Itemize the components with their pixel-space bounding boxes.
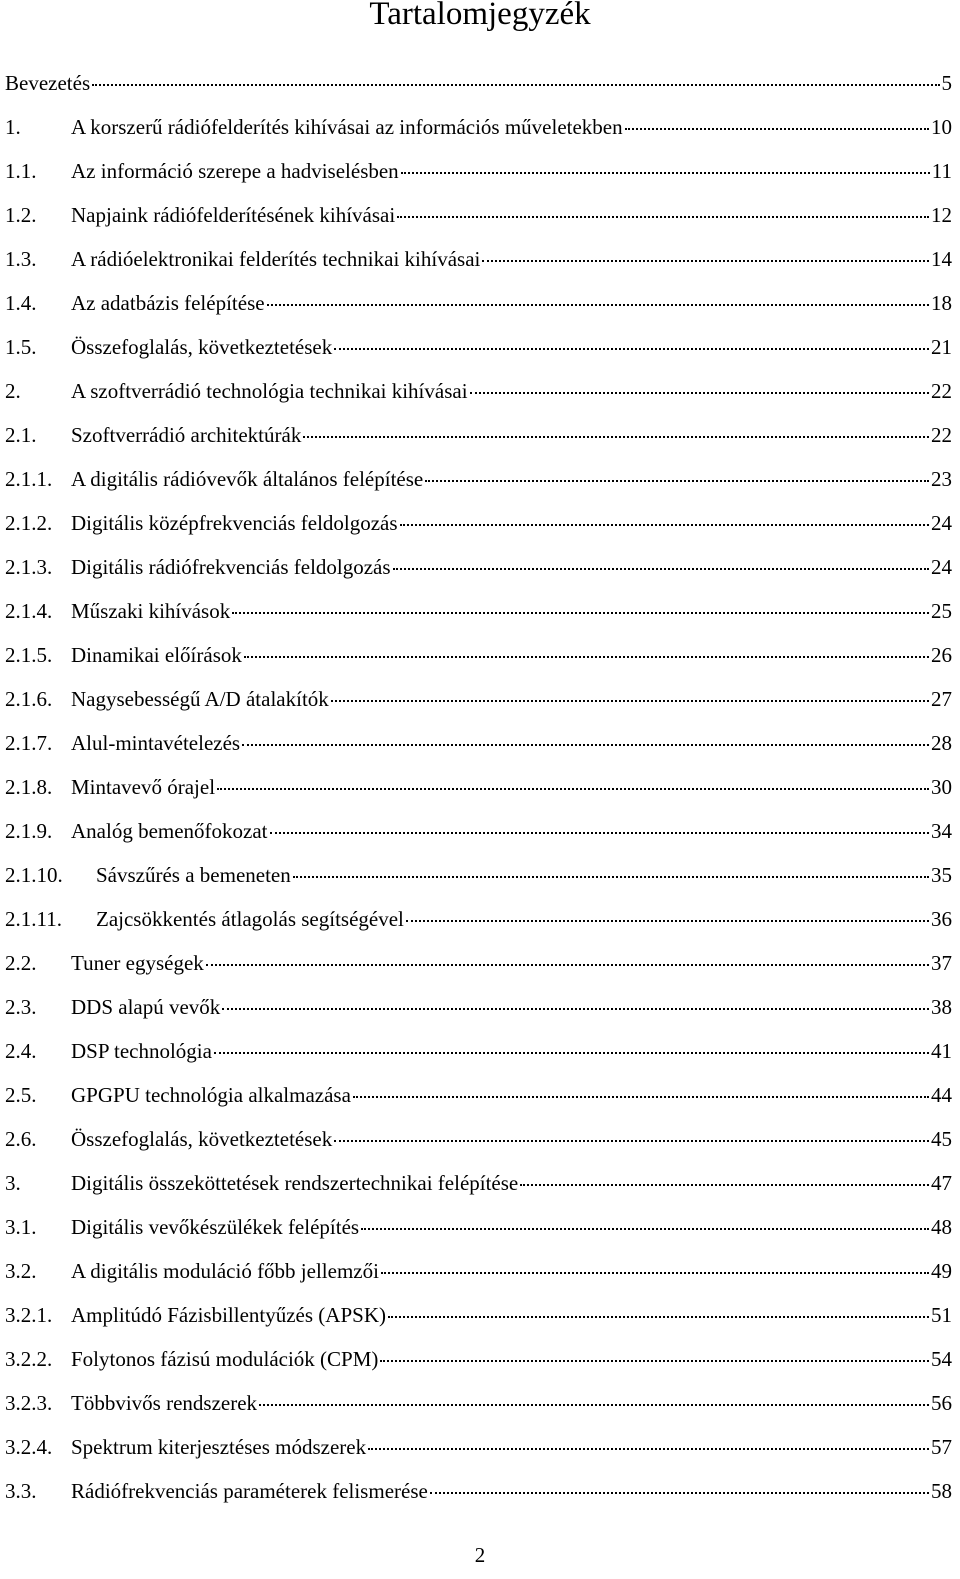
dot-leader	[520, 1184, 929, 1186]
toc-entry-number: 1.	[5, 115, 21, 139]
toc-entry-title: Az információ szerepe a hadviselésben	[71, 159, 399, 183]
toc-entry-page: 27	[931, 687, 952, 711]
toc-entry-number: 2.3.	[5, 995, 37, 1019]
toc-entry[interactable]	[5, 1117, 952, 1161]
toc-entry[interactable]	[5, 1161, 952, 1205]
toc-entry-title: Napjaink rádiófelderítésének kihívásai	[71, 203, 396, 227]
toc-entry-number: 2.4.	[5, 1039, 37, 1063]
toc-entry-page: 58	[931, 1479, 952, 1503]
toc-entry-number: 2.1.2.	[5, 511, 53, 535]
dot-leader	[334, 348, 929, 350]
toc-entry-page: 44	[931, 1083, 952, 1107]
toc-entry-page: 41	[931, 1039, 952, 1063]
toc-entry-title: Digitális középfrekvenciás feldolgozás	[71, 511, 398, 535]
toc-entry-title: Nagysebességű A/D átalakítók	[71, 687, 329, 711]
dot-leader	[303, 436, 929, 438]
toc-entry-page: 25	[931, 599, 952, 623]
dot-leader	[400, 524, 929, 526]
toc-entry-number: 2.1.7.	[5, 731, 53, 755]
toc-entry[interactable]	[5, 545, 952, 589]
toc-entry[interactable]	[5, 721, 952, 765]
dot-leader	[206, 964, 929, 966]
toc-entry-page: 11	[931, 159, 952, 183]
dot-leader	[482, 260, 929, 262]
dot-leader	[92, 84, 939, 86]
toc-entry-page: 26	[931, 643, 952, 667]
page-title: Tartalomjegyzék	[369, 0, 591, 32]
toc-entry[interactable]	[5, 1425, 952, 1469]
toc-entry-title: Sávszűrés a bemeneten	[96, 863, 291, 887]
dot-leader	[425, 480, 929, 482]
toc-entry-number: 1.5.	[5, 335, 37, 359]
toc-entry[interactable]	[5, 765, 952, 809]
toc-entry-title: Összefoglalás, következtetések	[71, 335, 333, 359]
dot-leader	[232, 612, 929, 614]
toc-entry[interactable]	[5, 1337, 952, 1381]
toc-entry-title: Spektrum kiterjesztéses módszerek	[71, 1435, 367, 1459]
dot-leader	[270, 832, 929, 834]
toc-entry-title: GPGPU technológia alkalmazása	[71, 1083, 351, 1107]
toc-entry-number: 2.2.	[5, 951, 37, 975]
toc-entry-page: 35	[931, 863, 952, 887]
toc-entry-page: 49	[931, 1259, 952, 1283]
toc-entry-page: 30	[931, 775, 952, 799]
toc-entry-number: 2.6.	[5, 1127, 37, 1151]
dot-leader	[406, 920, 929, 922]
toc-entry[interactable]	[5, 1249, 952, 1293]
toc-entry-number: 2.1.4.	[5, 599, 53, 623]
dot-leader	[397, 216, 929, 218]
dot-leader	[214, 1052, 929, 1054]
dot-leader	[361, 1228, 929, 1230]
toc-entry-page: 45	[931, 1127, 952, 1151]
toc-entry-number: 2.1.	[5, 423, 37, 447]
toc-entry[interactable]	[5, 1073, 952, 1117]
toc-entry[interactable]	[5, 281, 952, 325]
toc-entry-number: 2.1.6.	[5, 687, 53, 711]
toc-entry-number: 3.2.3.	[5, 1391, 53, 1415]
dot-leader	[470, 392, 929, 394]
toc-entry-title: A korszerű rádiófelderítés kihívásai az információs műveletekben	[71, 115, 623, 139]
toc-entry-number: 2.1.8.	[5, 775, 53, 799]
toc-entry-number: 2.	[5, 379, 21, 403]
toc-entry[interactable]	[5, 369, 952, 413]
toc-entry-title: Az adatbázis felépítése	[71, 291, 265, 315]
dot-leader	[381, 1272, 929, 1274]
toc-entry-page: 28	[931, 731, 952, 755]
toc-entry-title: DSP technológia	[71, 1039, 212, 1063]
toc-entry[interactable]	[5, 457, 952, 501]
toc-entry[interactable]	[5, 809, 952, 853]
toc-entry-title: Műszaki kihívások	[71, 599, 231, 623]
toc-entry-number: 3.3.	[5, 1479, 37, 1503]
dot-leader	[334, 1140, 929, 1142]
dot-leader	[222, 1008, 929, 1010]
toc-entry[interactable]	[5, 1469, 952, 1513]
toc-entry-number: 2.1.11.	[5, 907, 62, 931]
toc-entry-page: 23	[931, 467, 952, 491]
toc-entry-page: 12	[931, 203, 952, 227]
toc-entry-page: 24	[931, 555, 952, 579]
toc-entry-title: Mintavevő órajel	[71, 775, 216, 799]
toc-entry-number: 2.1.3.	[5, 555, 53, 579]
toc-entry-number: 2.1.9.	[5, 819, 53, 843]
toc-entry-title: Alul-mintavételezés	[71, 731, 241, 755]
toc-entry-title: Tuner egységek	[71, 951, 204, 975]
dot-leader	[293, 876, 929, 878]
toc-entry-page: 51	[931, 1303, 952, 1327]
dot-leader	[430, 1492, 929, 1494]
toc-entry-page: 22	[931, 379, 952, 403]
toc-entry[interactable]	[5, 1293, 952, 1337]
dot-leader	[388, 1316, 929, 1318]
dot-leader	[368, 1448, 929, 1450]
toc-entry[interactable]	[5, 853, 952, 897]
toc-entry[interactable]	[5, 237, 952, 281]
table-of-contents	[5, 61, 952, 1513]
toc-entry-page: 48	[931, 1215, 952, 1239]
toc-entry-title: Digitális rádiófrekvenciás feldolgozás	[71, 555, 391, 579]
toc-entry-number: 1.2.	[5, 203, 37, 227]
toc-entry-title: Amplitúdó Fázisbillentyűzés (APSK)	[71, 1303, 386, 1327]
toc-entry-number: 3.2.	[5, 1259, 37, 1283]
toc-entry[interactable]	[5, 1381, 952, 1425]
toc-entry-page: 57	[931, 1435, 952, 1459]
toc-entry[interactable]	[5, 413, 952, 457]
dot-leader	[267, 304, 929, 306]
dot-leader	[393, 568, 929, 570]
toc-entry-page: 18	[931, 291, 952, 315]
toc-entry[interactable]	[5, 61, 952, 105]
toc-entry-page: 34	[931, 819, 952, 843]
toc-entry-title: Rádiófrekvenciás paraméterek felismerése	[71, 1479, 428, 1503]
toc-entry-title: Analóg bemenőfokozat	[71, 819, 268, 843]
toc-entry-number: 2.1.5.	[5, 643, 53, 667]
dot-leader	[331, 700, 929, 702]
dot-leader	[244, 656, 929, 658]
toc-entry-page: 54	[931, 1347, 952, 1371]
toc-entry-title: A digitális moduláció főbb jellemzői	[71, 1259, 379, 1283]
toc-entry-title: Zajcsökkentés átlagolás segítségével	[96, 907, 404, 931]
dot-leader	[259, 1404, 929, 1406]
dot-leader	[353, 1096, 929, 1098]
toc-entry-page: 56	[931, 1391, 952, 1415]
toc-entry[interactable]	[5, 897, 952, 941]
toc-entry-number: 3.2.2.	[5, 1347, 53, 1371]
toc-entry-page: 22	[931, 423, 952, 447]
toc-entry-page: 38	[931, 995, 952, 1019]
toc-entry[interactable]	[5, 941, 952, 985]
toc-entry[interactable]	[5, 633, 952, 677]
toc-entry-number: 3.	[5, 1171, 21, 1195]
dot-leader	[242, 744, 929, 746]
toc-entry-page: 14	[931, 247, 952, 271]
toc-entry[interactable]	[5, 193, 952, 237]
toc-entry-page: 10	[931, 115, 952, 139]
toc-entry-number: 1.3.	[5, 247, 37, 271]
toc-entry-title: Folytonos fázisú modulációk (CPM)	[71, 1347, 379, 1371]
toc-entry[interactable]	[5, 1029, 952, 1073]
toc-entry-title: DDS alapú vevők	[71, 995, 221, 1019]
toc-entry-title: A digitális rádióvevők általános felépítése	[71, 467, 424, 491]
toc-entry-title: A rádióelektronikai felderítés technikai kihívásai	[71, 247, 481, 271]
toc-entry[interactable]	[5, 677, 952, 721]
dot-leader	[380, 1360, 929, 1362]
toc-entry-number: 2.5.	[5, 1083, 37, 1107]
toc-entry-number: 2.1.10.	[5, 863, 63, 887]
toc-entry-page: 5	[941, 71, 952, 95]
toc-entry[interactable]	[5, 325, 952, 369]
toc-entry-title: Többvivős rendszerek	[71, 1391, 258, 1415]
toc-entry[interactable]	[5, 149, 952, 193]
toc-entry[interactable]	[5, 501, 952, 545]
toc-entry-page: 21	[931, 335, 952, 359]
toc-entry-title: Dinamikai előírások	[71, 643, 242, 667]
toc-entry[interactable]	[5, 589, 952, 633]
toc-entry-page: 37	[931, 951, 952, 975]
toc-entry-title: Összefoglalás, következtetések	[71, 1127, 333, 1151]
toc-entry-number: 3.2.4.	[5, 1435, 53, 1459]
toc-entry-title: Digitális vevőkészülékek felépítés	[71, 1215, 360, 1239]
toc-entry-page: 36	[931, 907, 952, 931]
toc-entry-title: A szoftverrádió technológia technikai kihívásai	[71, 379, 468, 403]
toc-entry-number: 2.1.1.	[5, 467, 53, 491]
toc-entry-page: 24	[931, 511, 952, 535]
toc-entry-number: 1.1.	[5, 159, 37, 183]
toc-entry-number: 3.2.1.	[5, 1303, 53, 1327]
toc-entry-number: 3.1.	[5, 1215, 37, 1239]
toc-entry-title: Szoftverrádió architektúrák	[71, 423, 302, 447]
toc-entry[interactable]	[5, 985, 952, 1029]
toc-entry[interactable]	[5, 105, 952, 149]
toc-entry-title: Bevezetés	[5, 71, 91, 95]
toc-entry-page: 47	[931, 1171, 952, 1195]
dot-leader	[401, 172, 930, 174]
page-number: 2	[474, 1543, 486, 1567]
toc-entry[interactable]	[5, 1205, 952, 1249]
dot-leader	[625, 128, 929, 130]
toc-entry-title: Digitális összeköttetések rendszertechnikai felépítése	[71, 1171, 519, 1195]
dot-leader	[217, 788, 929, 790]
toc-entry-number: 1.4.	[5, 291, 37, 315]
